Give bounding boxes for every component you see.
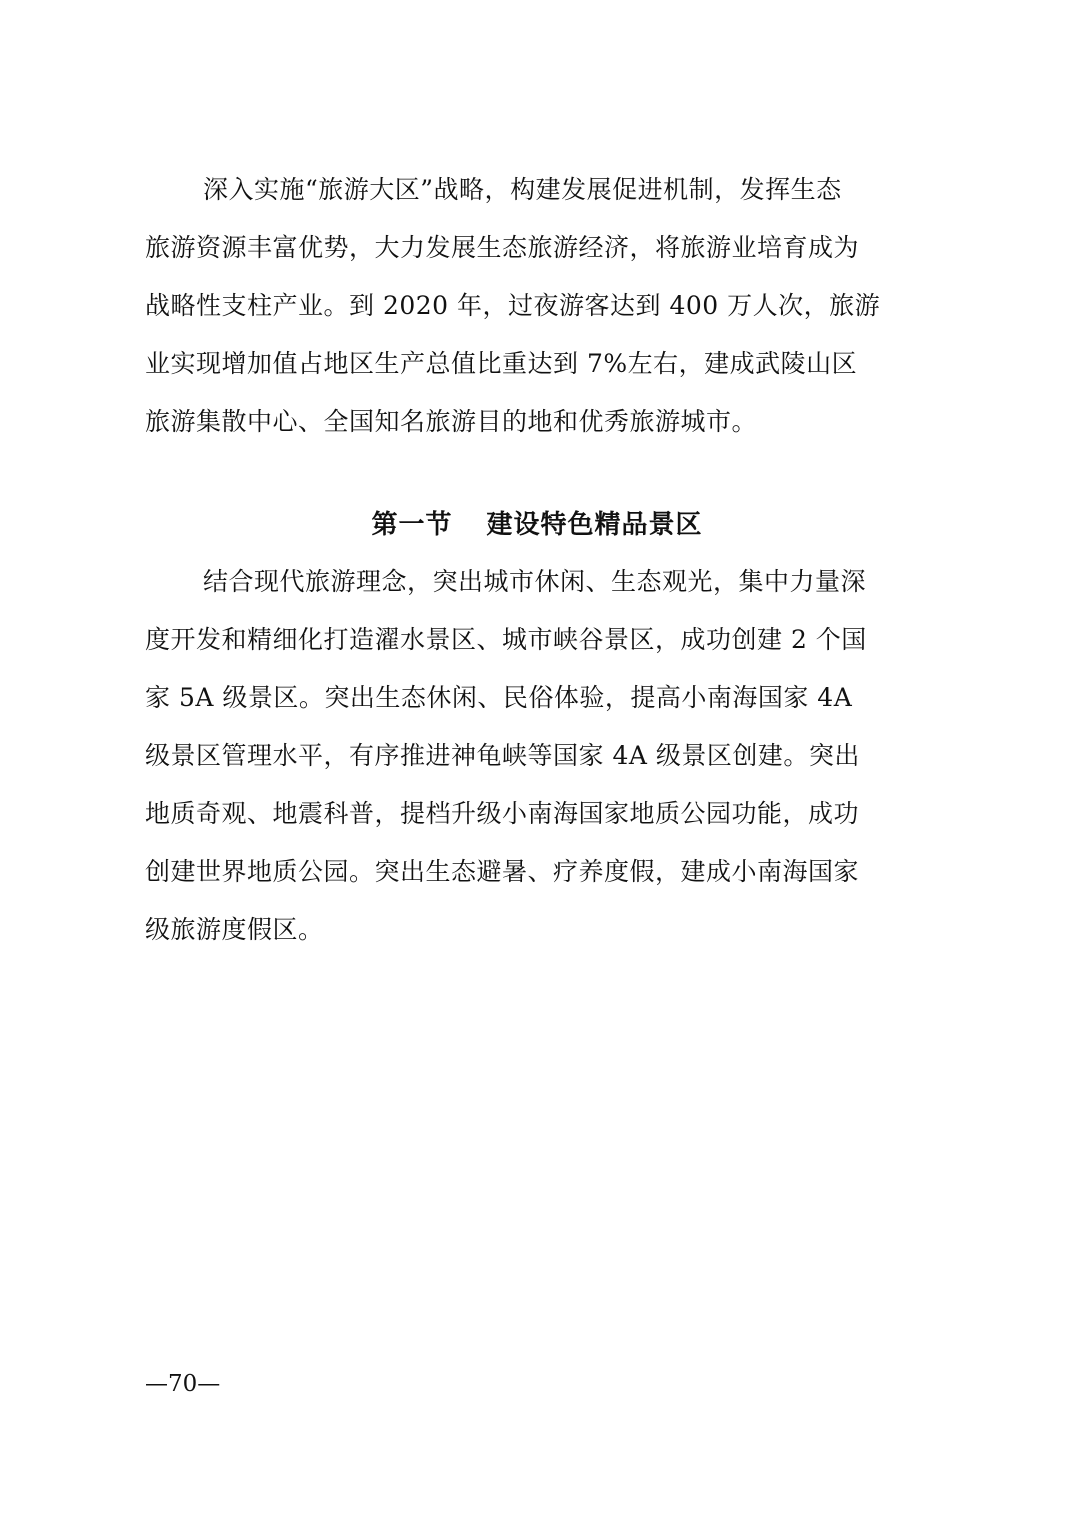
section-heading: [0, 498, 1074, 552]
page-number: —70—: [145, 1371, 221, 1397]
intro-line-2: 旅游资源丰富优势，大力发展生态旅游经济，将旅游业培育成为: [145, 233, 860, 262]
section-paragraph: [145, 553, 945, 959]
intro-line-3: 战略性支柱产业。到 2020 年，过夜游客达到 400 万人次，旅游: [145, 291, 881, 320]
section-line-3: 家 5A 级景区。突出生态休闲、民俗体验，提高小南海国家 4A: [145, 683, 853, 712]
intro-line-4: 业实现增加值占地区生产总值比重达到 7%左右，建成武陵山区: [145, 349, 858, 378]
section-line-1: 结合现代旅游理念，突出城市休闲、生态观光，集中力量深: [203, 567, 867, 596]
section-line-6: 创建世界地质公园。突出生态避暑、疗养度假，建成小南海国家: [145, 857, 860, 886]
intro-line-5: 旅游集散中心、全国知名旅游目的地和优秀旅游城市。: [145, 407, 758, 436]
intro-paragraph: [145, 161, 945, 451]
intro-line-1: 深入实施“旅游大区”战略，构建发展促进机制，发挥生态: [203, 175, 842, 204]
section-title: 建设特色精品景区: [486, 510, 703, 540]
section-number: 第一节: [371, 510, 453, 540]
section-line-4: 级景区管理水平，有序推进神龟峡等国家 4A 级景区创建。突出: [145, 741, 860, 770]
section-line-2: 度开发和精细化打造濯水景区、城市峡谷景区，成功创建 2 个国: [145, 625, 867, 654]
section-line-5: 地质奇观、地震科普，提档升级小南海国家地质公园功能，成功: [145, 799, 860, 828]
section-line-7: 级旅游度假区。: [145, 915, 324, 944]
